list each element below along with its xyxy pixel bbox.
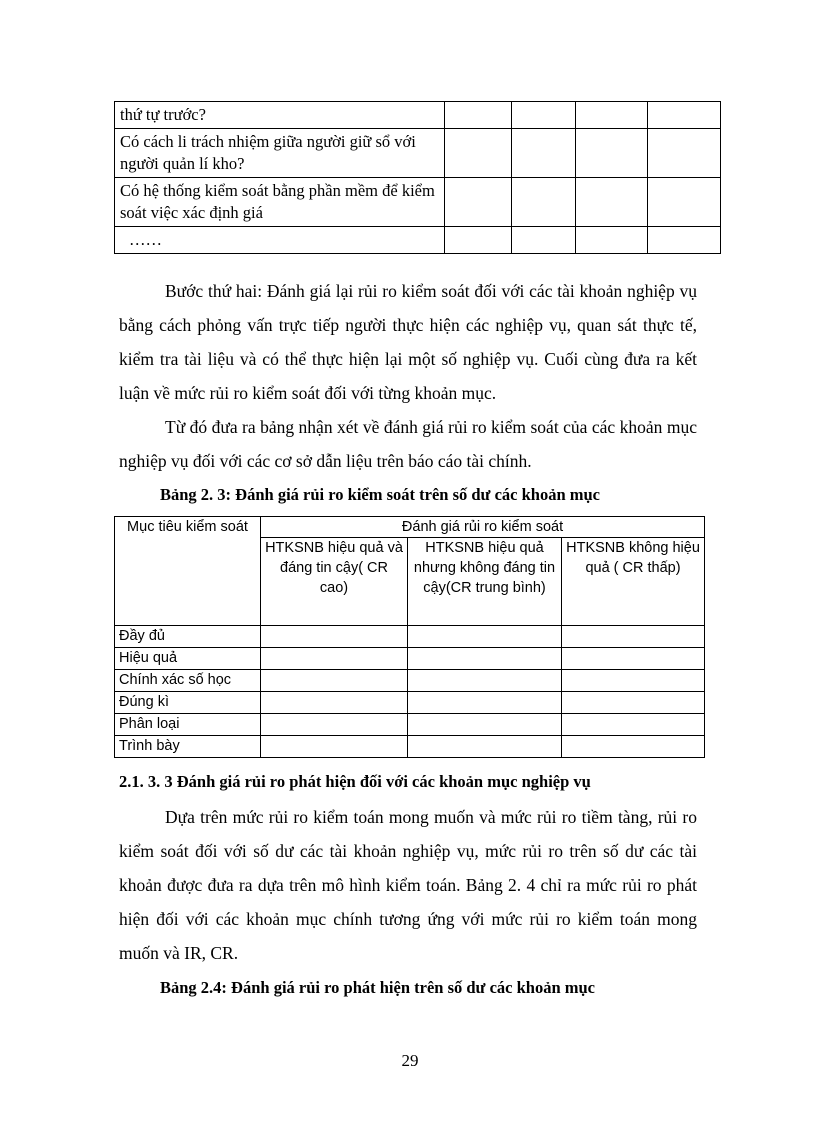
- question-cell: ……: [115, 227, 445, 254]
- question-cell: thứ tự trước?: [115, 102, 445, 129]
- section-heading: 2.1. 3. 3 Đánh giá rủi ro phát hiện đối với các khoản mục nghiệp vụ: [119, 772, 591, 791]
- column-header-medium: HTKSNB hiệu quả nhưng không đáng tin cậy(CR trung bình): [408, 538, 562, 626]
- table-row: [115, 178, 721, 227]
- paragraph-step-two: Bước thứ hai: Đánh giá lại rủi ro kiểm soát đối với các tài khoản nghiệp vụ bằng cách phỏng vấn trực tiếp người thực hiện các nghiệp vụ, quan sát thực tế, kiểm tra tài liệu và có thể thực hiện lại một số nghiệp vụ. Cuối cùng đưa ra kết luận về mức rủi ro kiểm soát đối với từng khoản mục.: [119, 281, 697, 403]
- column-header-high: HTKSNB hiệu quả và đáng tin cậy( CR cao): [261, 538, 408, 626]
- table-caption-2-3: Bảng 2. 3: Đánh giá rủi ro kiểm soát trên số dư các khoản mục: [160, 485, 600, 504]
- paragraph-detection-risk: Dựa trên mức rủi ro kiểm toán mong muốn và mức rủi ro tiềm tàng, rủi ro kiểm soát đối với số dư các tài khoản nghiệp vụ, mức rủi ro trên số dư các tài khoản được đưa ra dựa trên mô hình kiểm toán. Bảng 2. 4 chỉ ra mức rủi ro phát hiện đối với các khoản mục chính tương ứng với mức rủi ro kiểm toán mong muốn và IR, CR.: [119, 807, 697, 963]
- question-cell: Có cách li trách nhiệm giữa người giữ sổ với người quản lí kho?: [115, 129, 445, 178]
- table-caption-2-4: Bảng 2.4: Đánh giá rủi ro phát hiện trên số dư các khoản mục: [160, 978, 595, 997]
- table-header-row: [115, 517, 705, 538]
- table-row: [115, 129, 721, 178]
- assessment-header: Đánh giá rủi ro kiểm soát: [261, 517, 705, 538]
- table-row: [115, 102, 721, 129]
- control-risk-table: [114, 516, 705, 758]
- table-row: Trình bày: [115, 736, 705, 758]
- table-row: [115, 227, 721, 254]
- checklist-table: [114, 101, 721, 254]
- table-row: Đúng kì: [115, 692, 705, 714]
- paragraph-conclusion: Từ đó đưa ra bảng nhận xét về đánh giá rủi ro kiểm soát của các khoản mục nghiệp vụ đối với các cơ sở dẫn liệu trên báo cáo tài chính.: [119, 417, 697, 471]
- objective-header: Mục tiêu kiểm soát: [115, 517, 261, 626]
- table-row: Chính xác số học: [115, 670, 705, 692]
- table-row: Đầy đủ: [115, 626, 705, 648]
- question-cell: Có hệ thống kiểm soát bằng phần mềm để kiểm soát việc xác định giá: [115, 178, 445, 227]
- column-header-low: HTKSNB không hiệu quả ( CR thấp): [562, 538, 705, 626]
- table-row: Phân loại: [115, 714, 705, 736]
- table-row: Hiệu quả: [115, 648, 705, 670]
- page-number: 29: [401, 1051, 419, 1070]
